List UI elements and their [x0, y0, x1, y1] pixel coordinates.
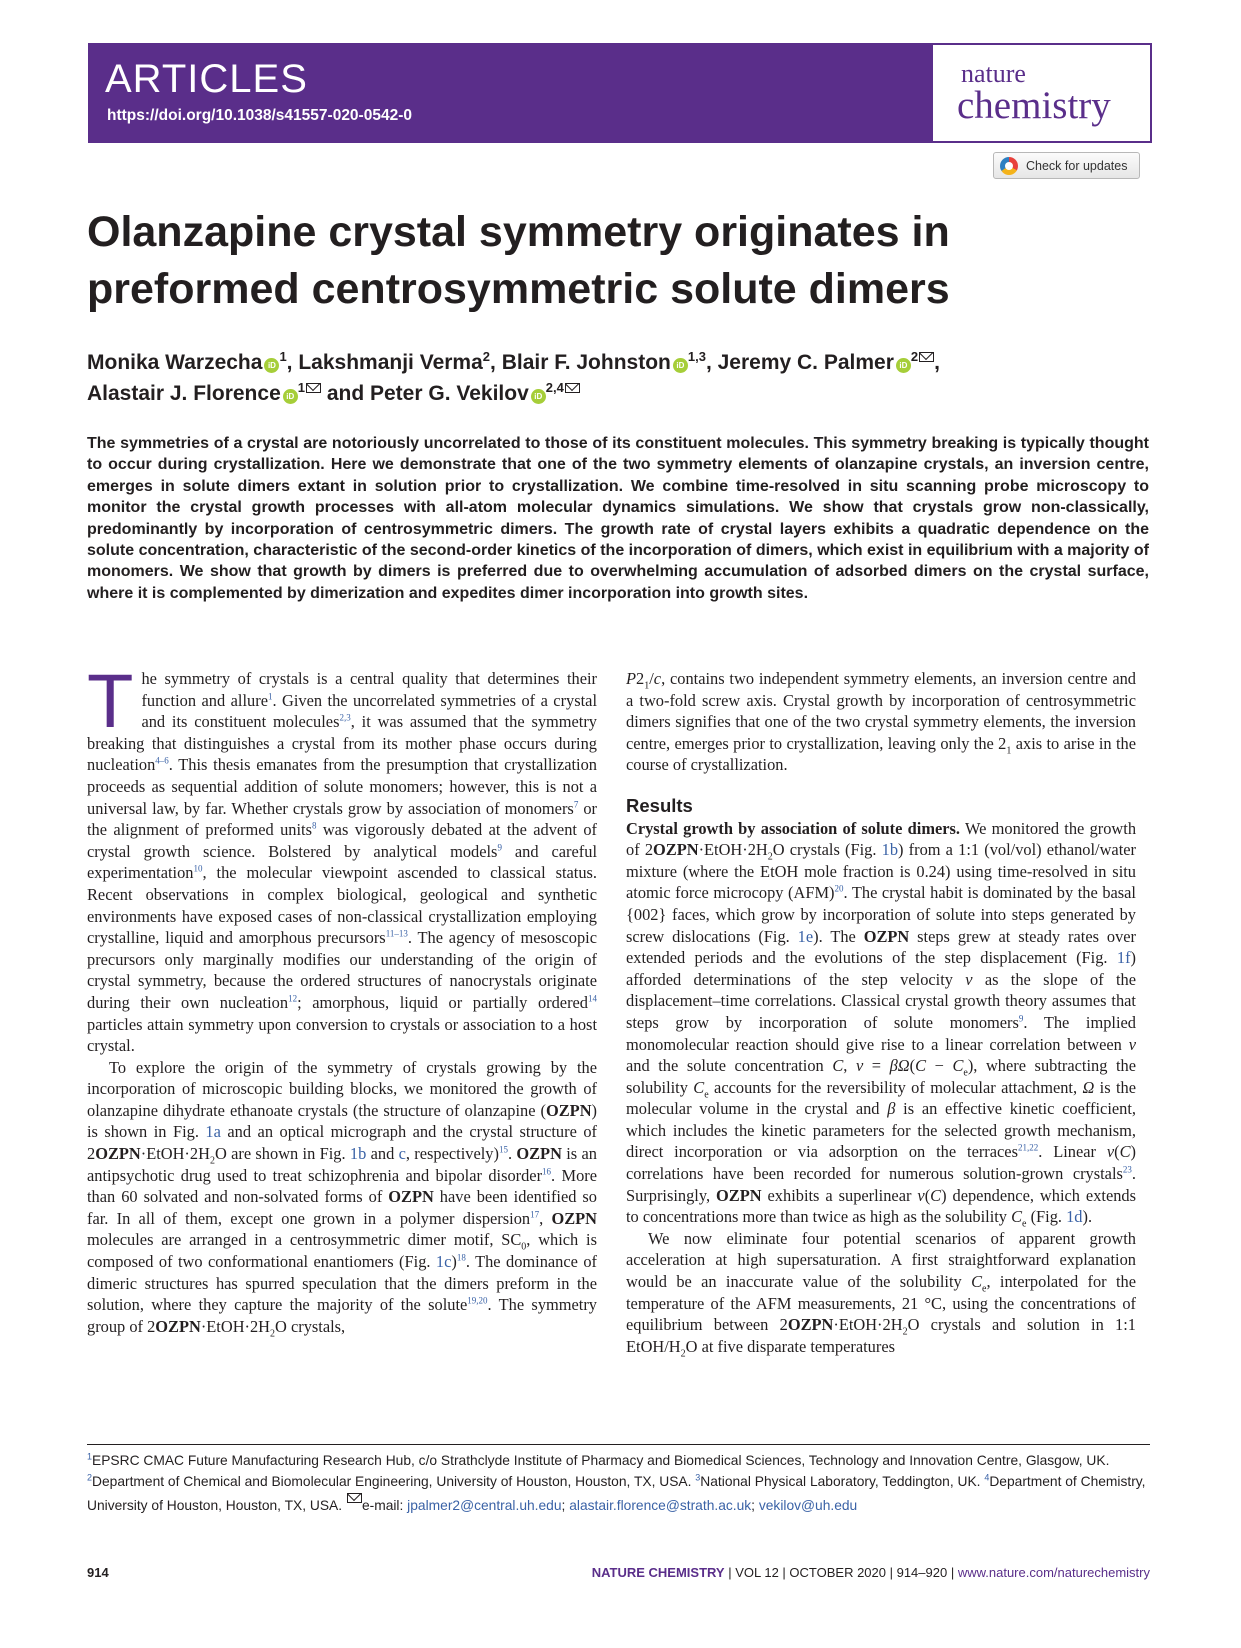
citation-ref[interactable]: 16: [542, 1166, 552, 1177]
citation-ref[interactable]: 15: [498, 1144, 508, 1155]
math-symbol: C: [1011, 1207, 1023, 1227]
author-affiliation: 1: [297, 380, 305, 395]
subscript: 2: [270, 1328, 276, 1340]
compound-name: OZPN: [653, 840, 699, 860]
footer-journal-name: NATURE CHEMISTRY: [591, 1565, 725, 1580]
compound-name: OZPN: [546, 1100, 592, 1120]
body-column-right: [626, 668, 1137, 1360]
math-symbol: c: [653, 669, 662, 688]
subscript: e: [982, 1283, 987, 1295]
envelope-icon: [347, 1493, 362, 1503]
body-paragraph-1: The symmetry of crystals is a central quality that determines their function and allure$^1$. Given the uncorrelated symmetries of a crystal and its constituent molecules$^{2,3}$, it was assumed that the symmetry breaking that distinguishes a crystal from its mother phase occurs during nucleation$^{4-6}$. This thesis emanates from the presumption that crystallization proceeds as sequential addition of solute monomers; however, this is not a universal law, by far. Whether crystals grow by association of monomers$^7$ or the alignment of preformed units$^8$ was vigorously debated at the advent of crystal growth science. Bolstered by analytical models$^9$ and careful experimentation$^{10}$, the molecular viewpoint ascended to classical status. Recent observations in complex biological, geological and synthetic environments have exposed cases of non-classical crystallization employing crystalline, liquid and amorphous precursors$^{11-13}$. The agency of mesoscopic precursors only marginally modifies our understanding of the origin of crystal symmetry, because the ordered structures of nanocrystals originate during their own nucleation$^{12}$; amorphous, liquid or partially ordered$^{14}$ particles attain symmetry upon conversion to crystals or association to a host crystal.: [87, 659, 597, 1056]
citation-ref[interactable]: 3: [695, 1472, 701, 1483]
author-affiliation: 2,4: [545, 380, 564, 395]
figure-ref[interactable]: 1d: [1066, 1207, 1083, 1227]
citation-ref[interactable]: 4: [984, 1472, 990, 1483]
math-symbol: P: [626, 669, 637, 688]
subscript: 0: [521, 1241, 527, 1253]
section-label: ARTICLES: [105, 57, 308, 101]
compound-name: OZPN: [155, 1316, 201, 1336]
author-name: Monika Warzecha: [87, 351, 263, 374]
citation-ref[interactable]: 9: [497, 842, 502, 853]
subscript: 2: [680, 1348, 686, 1360]
doi-link[interactable]: https://doi.org/10.1038/s41557-020-0542-0: [107, 107, 412, 124]
math-symbol: C: [1119, 1142, 1131, 1162]
figure-ref[interactable]: 1f: [1116, 948, 1131, 968]
figure-ref[interactable]: 1e: [797, 926, 814, 946]
compound-name: OZPN: [716, 1185, 762, 1205]
author-affiliation: 2: [482, 349, 491, 364]
subscript: 2: [209, 1155, 215, 1167]
math-symbol: Ω: [1082, 1077, 1095, 1097]
check-for-updates-label: Check for updates: [1026, 158, 1128, 173]
math-symbol: v: [1128, 1034, 1136, 1054]
affiliation-footnotes: $^1$EPSRC CMAC Future Manufacturing Research Hub, c/o Strathclyde Institute of Pharmacy and Biomedical Sciences, Technology and Innovation Centre, Glasgow, UK. $^2$Department of Chemical and Biomolecular Engineering, University of Houston, Houston, TX, USA. $^3$National Physical Laboratory, Teddington, UK. $^4$Department of Chemistry, University of Houston, Houston, TX, USA. e-mail: jpalmer2@central.uh.edu; alastair.florence@strath.ac.uk; vekilov@uh.edu: [87, 1451, 1146, 1513]
envelope-icon[interactable]: [306, 383, 321, 393]
citation-ref[interactable]: 11–13: [385, 928, 408, 939]
citation-ref[interactable]: 17: [530, 1209, 540, 1220]
subscript: e: [1022, 1218, 1027, 1230]
math-symbol: C: [832, 1056, 844, 1076]
orcid-icon[interactable]: iD: [264, 358, 279, 373]
citation-ref[interactable]: 20: [834, 883, 844, 894]
abstract: The symmetries of a crystal are notoriously uncorrelated to those of its constituent molecules. This symmetry breaking is typically thought to occur during crystallization. Here we demonstrate that one of the two symmetry elements of olanzapine crystals, an inversion centre, emerges in solute dimers extant in solution prior to crystallization. We combine time-resolved in situ scanning probe microscopy to monitor the crystal growth processes with all-atom molecular dynamics simulations. We show that crystals grow non-classically, predominantly by incorporation of centrosymmetric dimers. The growth rate of crystal layers exhibits a quadratic dependence on the solute concentration, characteristic of the second-order kinetics of the incorporation of dimers, which exist in equilibrium with a majority of monomers. We show that growth by dimers is preferred due to overwhelming accumulation of adsorbed dimers on the crystal surface, where it is complemented by dimerization and expedites dimer incorporation into growth sites.: [87, 435, 1149, 602]
compound-name: OZPN: [863, 926, 910, 946]
footer-journal-info: [592, 1565, 1150, 1580]
citation-ref[interactable]: 12: [288, 993, 298, 1004]
author-name: Lakshmanji Verma: [298, 351, 483, 374]
citation-ref[interactable]: 1: [87, 1451, 93, 1462]
envelope-icon[interactable]: [565, 383, 580, 393]
subscript: 1: [1006, 745, 1012, 757]
footer-volume-info: | VOL 12 | OCTOBER 2020 | 914–920 |: [724, 1565, 958, 1580]
math-symbol: β: [887, 1099, 896, 1119]
body-paragraph-4: Crystal growth by association of solute dimers. We monitored the growth of $2OZPN\cdot EtOH\cdot 2H_2O$ crystals (Fig. 1b) from a 1:1 (vol/vol) ethanol/water mixture (where the EtOH mole fraction is 0.24) using time-resolved in situ atomic force microcopy (AFM)$^{20}$. The crystal habit is dominated by the basal {002} faces, which grow by incorporation of solute into steps generated by screw dislocations (Fig. 1e). The OZPN steps grew at steady rates over extended periods and the evolutions of the step displacement (Fig. 1f) afforded determinations of the step velocity v as the slope of the displacement–time correlations. Classical crystal growth theory assumes that steps grow by incorporation of solute monomers$^9$. The implied monomolecular reaction should give rise to a linear correlation between v and the solute concentration C, $v = \beta\Omega(C - C_e)$, where subtracting the solubility $C_e$ accounts for the reversibility of molecular attachment, Ω is the molecular volume in the crystal and β is an effective kinetic coefficient, which includes the kinetic parameters for the selected growth mechanism, direct incorporation or via adsorption on the terraces$^{21,22}$. Linear v(C) correlations have been recorded for numerous solution-grown crystals$^{23}$. Surprisingly, OZPN exhibits a superlinear v(C) dependence, which extends to concentrations more than twice as high as the solubility $C_e$ (Fig. 1d).: [626, 818, 1137, 1230]
author-affiliation: 1: [279, 349, 287, 364]
math-symbol: v: [855, 1056, 864, 1076]
subscript: 2: [767, 851, 773, 863]
subscript: 1: [644, 680, 650, 692]
math-symbol: C: [971, 1272, 982, 1292]
article-title: Olanzapine crystal symmetry originates in preformed centrosymmetric solute dimers: [87, 208, 950, 313]
math-symbol: C: [952, 1056, 964, 1076]
citation-ref[interactable]: 21,22: [1017, 1143, 1039, 1153]
envelope-icon[interactable]: [919, 352, 934, 362]
figure-ref[interactable]: c: [398, 1144, 406, 1164]
compound-name: OZPN: [388, 1187, 434, 1207]
email-link[interactable]: vekilov@uh.edu: [758, 1497, 858, 1513]
crossmark-icon: [1000, 157, 1018, 175]
figure-ref[interactable]: 1c: [435, 1252, 452, 1272]
citation-ref[interactable]: 2,3: [339, 712, 351, 723]
math-symbol: C: [693, 1077, 705, 1097]
citation-ref[interactable]: 7: [573, 799, 579, 810]
compound-name: OZPN: [95, 1144, 141, 1164]
citation-ref[interactable]: 10: [193, 863, 203, 874]
results-subheading: Crystal growth by association of solute dimers.: [626, 818, 961, 838]
author-name: Jeremy C. Palmer: [717, 351, 894, 374]
body-paragraph-3: $P2_1/c$, contains two independent symmetry elements, an inversion centre and a two-fold screw axis. Crystal growth by incorporation of centrosymmetric dimers signifies that one of the two crystal symmetry elements, the inversion centre, emerges prior to crystallization, leaving only the $2_1$ axis to arise in the course of crystallization.: [626, 669, 1136, 775]
author-affiliation: 2: [910, 349, 919, 364]
figure-ref[interactable]: 1b: [349, 1144, 367, 1164]
math-symbol: v: [965, 969, 973, 989]
citation-ref[interactable]: 4–6: [155, 755, 169, 766]
page-number: 914: [87, 1565, 109, 1580]
subscript: 2: [902, 1326, 908, 1338]
author-list: Monika Warzecha $iD^1$, Lakshmanji Verma$^2$, Blair F. Johnston iD$^{1,3}$, Jeremy C. Palmer $iD^2$ , Alastair J. Florence $iD^1$ and Peter G. Vekilov iD$^{2,4}$: [87, 349, 940, 405]
author-name: Alastair J. Florence: [87, 382, 281, 405]
math-symbol: v: [917, 1185, 925, 1205]
compound-name: OZPN: [787, 1315, 834, 1335]
author-affiliation: 1,3: [687, 349, 706, 364]
author-name: Peter G. Vekilov: [370, 382, 529, 405]
citation-ref[interactable]: 14: [588, 993, 597, 1004]
author-name: Blair F. Johnston: [501, 351, 671, 374]
footer-journal-url[interactable]: www.nature.com/naturechemistry: [957, 1565, 1150, 1580]
math-symbol: C: [930, 1185, 942, 1205]
logo-nature-text: nature: [961, 59, 1026, 88]
orcid-icon[interactable]: iD: [283, 389, 298, 404]
drop-cap: T: [87, 659, 134, 744]
compound-name: OZPN: [551, 1208, 597, 1228]
compound-name: OZPN: [516, 1144, 562, 1164]
results-heading: Results: [626, 794, 693, 816]
citation-ref[interactable]: 8: [311, 820, 317, 831]
footnote-rule: [87, 1444, 1150, 1445]
subscript: e: [704, 1088, 709, 1100]
body-paragraph-5: We now eliminate four potential scenarios of apparent growth acceleration at high supersaturation. A first straightforward explanation would be an inaccurate value of the solubility $C_e$, interpolated for the temperature of the AFM measurements, 21 °C, using the concentrations of equilibrium between $2OZPN\cdot EtOH\cdot 2H_2O$ crystals and solution in 1:1 EtOH/$H_2O$ at five disparate temperatures: [626, 1228, 1136, 1360]
email-link[interactable]: jpalmer2@central.uh.edu: [407, 1497, 562, 1513]
citation-ref[interactable]: 1: [267, 691, 273, 702]
email-link[interactable]: alastair.florence@strath.ac.uk: [569, 1497, 752, 1513]
subscript: e: [963, 1067, 968, 1079]
citation-ref[interactable]: 19,20: [467, 1295, 488, 1306]
citation-ref[interactable]: 23: [1122, 1164, 1132, 1175]
logo-chemistry-text: chemistry: [957, 84, 1111, 127]
math-symbol: βΩ: [889, 1056, 910, 1076]
body-column-left: [87, 659, 598, 1340]
orcid-icon[interactable]: iD: [673, 358, 688, 373]
math-symbol: C: [915, 1056, 927, 1076]
header-band: [88, 43, 1152, 143]
orcid-icon[interactable]: iD: [531, 389, 546, 404]
math-symbol: v: [1106, 1142, 1115, 1162]
figure-ref[interactable]: 1a: [205, 1122, 221, 1142]
body-paragraph-2: To explore the origin of the symmetry of crystals growing by the incorporation of microscopic building blocks, we monitored the growth of olanzapine dihydrate ethanoate crystals (the structure of olanzapine (OZPN) is shown in Fig. 1a and an optical micrograph and the crystal structure of $2OZPN\cdot EtOH\cdot 2H_2O$ are shown in Fig. 1b and c, respectively)$^{15}$. OZPN is an antipsychotic drug used to treat schizophrenia and bipolar disorder$^{16}$. More than 60 solvated and non-solvated forms of OZPN have been identified so far. In all of them, except one grown in a polymer dispersion$^{17}$, OZPN molecules are arranged in a centrosymmetric dimer motif, $SC_0$, which is composed of two conformational enantiomers (Fig. 1c)$^{18}$. The dominance of dimeric structures has spurred speculation that the dimers preform in the solution, where they capture the majority of the solute$^{19,20}$. The symmetry group of $2OZPN\cdot EtOH\cdot 2H_2O$ crystals,: [87, 1057, 598, 1340]
orcid-icon[interactable]: iD: [896, 358, 911, 373]
citation-ref[interactable]: 18: [456, 1252, 466, 1263]
citation-ref[interactable]: 9: [1018, 1013, 1024, 1024]
figure-ref[interactable]: 1b: [881, 840, 899, 860]
citation-ref[interactable]: 2: [87, 1472, 93, 1483]
check-for-updates-button[interactable]: [993, 152, 1140, 179]
journal-logo[interactable]: [933, 45, 1150, 141]
